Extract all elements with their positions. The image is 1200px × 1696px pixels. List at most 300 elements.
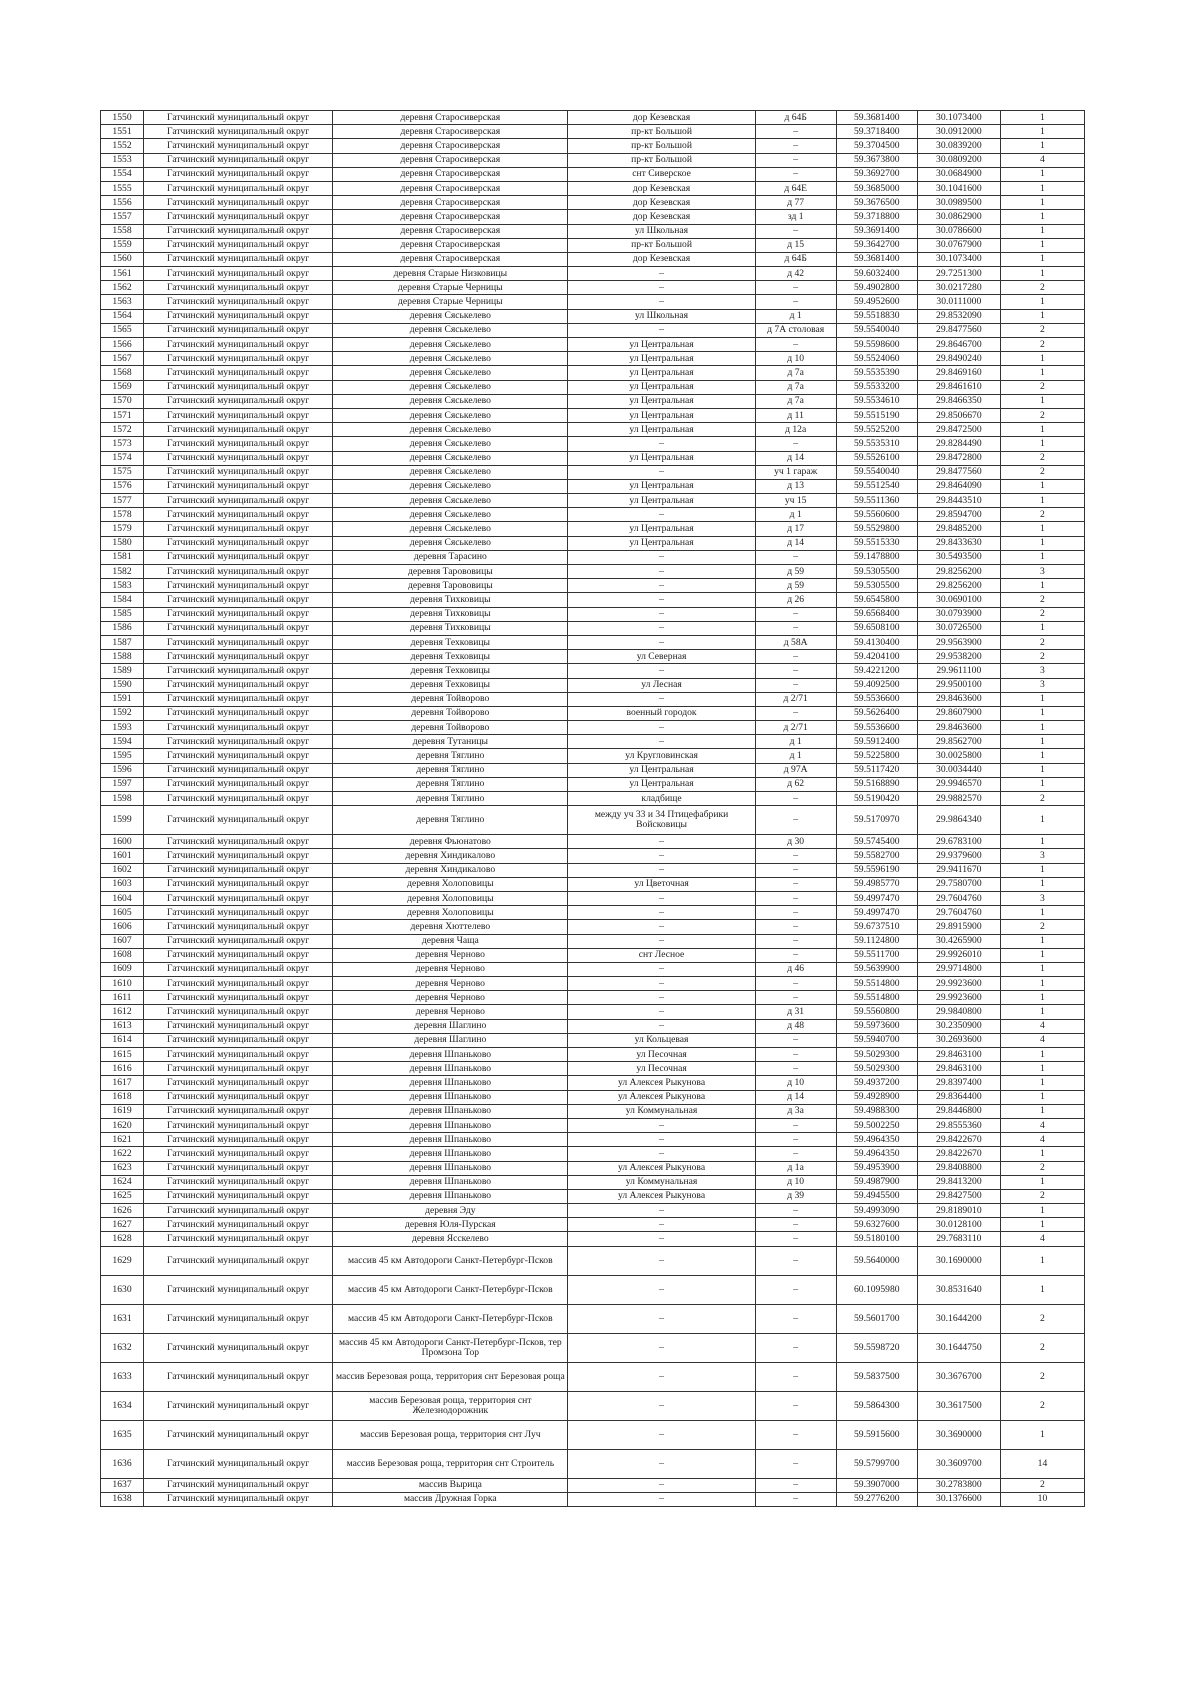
street-cell: –: [568, 721, 755, 735]
street-cell: –: [568, 863, 755, 877]
latitude-cell: 59.5168890: [836, 777, 917, 791]
district-cell: Гатчинский муниципальный округ: [144, 380, 333, 394]
district-cell: Гатчинский муниципальный округ: [144, 125, 333, 139]
district-cell: Гатчинский муниципальный округ: [144, 920, 333, 934]
longitude-cell: 29.8464090: [917, 479, 1000, 493]
row-number-cell: 1636: [101, 1449, 144, 1478]
settlement-cell: деревня Старосиверская: [333, 238, 568, 252]
house-cell: –: [755, 153, 836, 167]
latitude-cell: 59.3685000: [836, 181, 917, 195]
district-cell: Гатчинский муниципальный округ: [144, 849, 333, 863]
latitude-cell: 59.6327600: [836, 1218, 917, 1232]
longitude-cell: 30.1073400: [917, 111, 1000, 125]
longitude-cell: 30.0025800: [917, 749, 1000, 763]
settlement-cell: деревня Шпаньково: [333, 1133, 568, 1147]
longitude-cell: 30.2693600: [917, 1033, 1000, 1047]
count-cell: 1: [1000, 437, 1084, 451]
house-cell: –: [755, 806, 836, 835]
district-cell: Гатчинский муниципальный округ: [144, 692, 333, 706]
row-number-cell: 1587: [101, 635, 144, 649]
count-cell: 2: [1000, 1478, 1084, 1492]
house-cell: уч 15: [755, 494, 836, 508]
settlement-cell: деревня Старосиверская: [333, 167, 568, 181]
count-cell: 1: [1000, 1147, 1084, 1161]
settlement-cell: деревня Сяськелево: [333, 394, 568, 408]
row-number-cell: 1603: [101, 877, 144, 891]
house-cell: –: [755, 920, 836, 934]
row-number-cell: 1589: [101, 664, 144, 678]
count-cell: 4: [1000, 1033, 1084, 1047]
row-number-cell: 1575: [101, 465, 144, 479]
table-row: [101, 408, 1085, 422]
row-number-cell: 1612: [101, 1005, 144, 1019]
longitude-cell: 29.8915900: [917, 920, 1000, 934]
district-cell: Гатчинский муниципальный округ: [144, 749, 333, 763]
longitude-cell: 29.8472500: [917, 423, 1000, 437]
settlement-cell: массив Вырица: [333, 1478, 568, 1492]
settlement-cell: деревня Старосиверская: [333, 153, 568, 167]
table-row: [101, 1246, 1085, 1275]
district-cell: Гатчинский муниципальный округ: [144, 977, 333, 991]
count-cell: 1: [1000, 267, 1084, 281]
row-number-cell: 1560: [101, 252, 144, 266]
house-cell: д 46: [755, 962, 836, 976]
latitude-cell: 59.1478800: [836, 550, 917, 564]
latitude-cell: 59.4993090: [836, 1204, 917, 1218]
table-row: [101, 593, 1085, 607]
table-row: [101, 1275, 1085, 1304]
street-cell: ул Центральная: [568, 479, 755, 493]
house-cell: д 2/71: [755, 721, 836, 735]
longitude-cell: 29.8477560: [917, 465, 1000, 479]
longitude-cell: 29.8422670: [917, 1133, 1000, 1147]
latitude-cell: 59.5864300: [836, 1391, 917, 1420]
street-cell: –: [568, 1391, 755, 1420]
district-cell: Гатчинский муниципальный округ: [144, 1362, 333, 1391]
settlement-cell: деревня Тойворово: [333, 692, 568, 706]
house-cell: д 15: [755, 238, 836, 252]
latitude-cell: 59.5540040: [836, 323, 917, 337]
latitude-cell: 59.5529800: [836, 522, 917, 536]
row-number-cell: 1554: [101, 167, 144, 181]
street-cell: –: [568, 735, 755, 749]
house-cell: д 1а: [755, 1161, 836, 1175]
district-cell: Гатчинский муниципальный округ: [144, 352, 333, 366]
table-row: [101, 977, 1085, 991]
settlement-cell: деревня Сяськелево: [333, 380, 568, 394]
longitude-cell: 30.8531640: [917, 1275, 1000, 1304]
latitude-cell: 59.3692700: [836, 167, 917, 181]
street-cell: –: [568, 550, 755, 564]
table-row: [101, 1033, 1085, 1047]
table-row: [101, 635, 1085, 649]
district-cell: Гатчинский муниципальный округ: [144, 323, 333, 337]
row-number-cell: 1567: [101, 352, 144, 366]
row-number-cell: 1599: [101, 806, 144, 835]
street-cell: ул Коммунальная: [568, 1175, 755, 1189]
row-number-cell: 1552: [101, 139, 144, 153]
latitude-cell: 59.4945500: [836, 1189, 917, 1203]
latitude-cell: 59.5560800: [836, 1005, 917, 1019]
table-row: [101, 1304, 1085, 1333]
street-cell: –: [568, 267, 755, 281]
district-cell: Гатчинский муниципальный округ: [144, 877, 333, 891]
house-cell: –: [755, 295, 836, 309]
latitude-cell: 59.5180100: [836, 1232, 917, 1246]
latitude-cell: 59.4985770: [836, 877, 917, 891]
row-number-cell: 1607: [101, 934, 144, 948]
count-cell: 1: [1000, 210, 1084, 224]
count-cell: 2: [1000, 792, 1084, 806]
count-cell: 1: [1000, 1420, 1084, 1449]
district-cell: Гатчинский муниципальный округ: [144, 252, 333, 266]
table-row: [101, 692, 1085, 706]
longitude-cell: 30.1041600: [917, 181, 1000, 195]
longitude-cell: 29.8469160: [917, 366, 1000, 380]
row-number-cell: 1618: [101, 1090, 144, 1104]
settlement-cell: деревня Тяглино: [333, 777, 568, 791]
latitude-cell: 59.4964350: [836, 1147, 917, 1161]
district-cell: Гатчинский муниципальный округ: [144, 1147, 333, 1161]
table-row: [101, 877, 1085, 891]
table-row: [101, 1104, 1085, 1118]
district-cell: Гатчинский муниципальный округ: [144, 1133, 333, 1147]
count-cell: 3: [1000, 678, 1084, 692]
longitude-cell: 29.9923600: [917, 977, 1000, 991]
district-cell: Гатчинский муниципальный округ: [144, 1189, 333, 1203]
longitude-cell: 29.9379600: [917, 849, 1000, 863]
row-number-cell: 1611: [101, 991, 144, 1005]
latitude-cell: 59.3718400: [836, 125, 917, 139]
table-row: [101, 210, 1085, 224]
district-cell: Гатчинский муниципальный округ: [144, 991, 333, 1005]
street-cell: –: [568, 906, 755, 920]
longitude-cell: 30.0111000: [917, 295, 1000, 309]
house-cell: д 2/71: [755, 692, 836, 706]
row-number-cell: 1582: [101, 565, 144, 579]
house-cell: д 31: [755, 1005, 836, 1019]
longitude-cell: 29.8408800: [917, 1161, 1000, 1175]
house-cell: –: [755, 1204, 836, 1218]
latitude-cell: 59.4221200: [836, 664, 917, 678]
street-cell: –: [568, 991, 755, 1005]
district-cell: Гатчинский муниципальный округ: [144, 338, 333, 352]
settlement-cell: деревня Сяськелево: [333, 494, 568, 508]
table-row: [101, 281, 1085, 295]
table-row: [101, 1076, 1085, 1090]
longitude-cell: 29.7580700: [917, 877, 1000, 891]
settlement-cell: деревня Ясскелево: [333, 1232, 568, 1246]
district-cell: Гатчинский муниципальный округ: [144, 565, 333, 579]
settlement-cell: деревня Тойворово: [333, 706, 568, 720]
table-row: [101, 252, 1085, 266]
longitude-cell: 30.0684900: [917, 167, 1000, 181]
count-cell: 2: [1000, 1304, 1084, 1333]
latitude-cell: 59.5533200: [836, 380, 917, 394]
longitude-cell: 29.8433630: [917, 536, 1000, 550]
row-number-cell: 1620: [101, 1118, 144, 1132]
row-number-cell: 1585: [101, 607, 144, 621]
row-number-cell: 1629: [101, 1246, 144, 1275]
longitude-cell: 30.1376600: [917, 1492, 1000, 1506]
settlement-cell: деревня Сяськелево: [333, 408, 568, 422]
settlement-cell: деревня Хиндикалово: [333, 863, 568, 877]
count-cell: 2: [1000, 607, 1084, 621]
settlement-cell: деревня Сяськелево: [333, 522, 568, 536]
count-cell: 1: [1000, 835, 1084, 849]
settlement-cell: деревня Холоповицы: [333, 906, 568, 920]
street-cell: –: [568, 295, 755, 309]
district-cell: Гатчинский муниципальный округ: [144, 650, 333, 664]
longitude-cell: 30.0767900: [917, 238, 1000, 252]
street-cell: –: [568, 281, 755, 295]
row-number-cell: 1624: [101, 1175, 144, 1189]
count-cell: 2: [1000, 635, 1084, 649]
latitude-cell: 59.5518830: [836, 309, 917, 323]
settlement-cell: деревня Техковицы: [333, 664, 568, 678]
table-row: [101, 550, 1085, 564]
settlement-cell: деревня Тяглино: [333, 763, 568, 777]
settlement-cell: деревня Старосиверская: [333, 139, 568, 153]
settlement-cell: деревня Сяськелево: [333, 338, 568, 352]
settlement-cell: деревня Старосиверская: [333, 111, 568, 125]
table-row: [101, 1118, 1085, 1132]
table-row: [101, 309, 1085, 323]
row-number-cell: 1570: [101, 394, 144, 408]
street-cell: ул Центральная: [568, 423, 755, 437]
settlement-cell: деревня Шпаньково: [333, 1118, 568, 1132]
count-cell: 1: [1000, 934, 1084, 948]
row-number-cell: 1598: [101, 792, 144, 806]
street-cell: –: [568, 920, 755, 934]
latitude-cell: 59.4988300: [836, 1104, 917, 1118]
district-cell: Гатчинский муниципальный округ: [144, 1246, 333, 1275]
house-cell: д 14: [755, 1090, 836, 1104]
longitude-cell: 30.0912000: [917, 125, 1000, 139]
count-cell: 1: [1000, 238, 1084, 252]
settlement-cell: деревня Сяськелево: [333, 451, 568, 465]
street-cell: –: [568, 1304, 755, 1333]
latitude-cell: 59.5540040: [836, 465, 917, 479]
house-cell: –: [755, 1033, 836, 1047]
latitude-cell: 59.5305500: [836, 579, 917, 593]
data-table: [100, 110, 1085, 1507]
longitude-cell: 30.1690000: [917, 1246, 1000, 1275]
count-cell: 1: [1000, 252, 1084, 266]
settlement-cell: деревня Чаща: [333, 934, 568, 948]
table-row: [101, 1492, 1085, 1506]
row-number-cell: 1551: [101, 125, 144, 139]
table-row: [101, 763, 1085, 777]
settlement-cell: деревня Сяськелево: [333, 423, 568, 437]
latitude-cell: 59.5225800: [836, 749, 917, 763]
longitude-cell: 29.8555360: [917, 1118, 1000, 1132]
house-cell: –: [755, 1232, 836, 1246]
longitude-cell: 29.6783100: [917, 835, 1000, 849]
row-number-cell: 1619: [101, 1104, 144, 1118]
count-cell: 1: [1000, 139, 1084, 153]
row-number-cell: 1615: [101, 1048, 144, 1062]
row-number-cell: 1622: [101, 1147, 144, 1161]
street-cell: ул Центральная: [568, 338, 755, 352]
settlement-cell: деревня Сяськелево: [333, 479, 568, 493]
street-cell: ул Центральная: [568, 352, 755, 366]
street-cell: ул Кругловинская: [568, 749, 755, 763]
row-number-cell: 1628: [101, 1232, 144, 1246]
table-row: [101, 352, 1085, 366]
longitude-cell: 29.9923600: [917, 991, 1000, 1005]
district-cell: Гатчинский муниципальный округ: [144, 1232, 333, 1246]
latitude-cell: 59.3673800: [836, 153, 917, 167]
longitude-cell: 29.8443510: [917, 494, 1000, 508]
street-cell: ул Центральная: [568, 394, 755, 408]
row-number-cell: 1576: [101, 479, 144, 493]
longitude-cell: 29.9946570: [917, 777, 1000, 791]
settlement-cell: деревня Старые Черницы: [333, 295, 568, 309]
latitude-cell: 59.5535310: [836, 437, 917, 451]
latitude-cell: 59.3691400: [836, 224, 917, 238]
latitude-cell: 59.3907000: [836, 1478, 917, 1492]
row-number-cell: 1605: [101, 906, 144, 920]
row-number-cell: 1623: [101, 1161, 144, 1175]
latitude-cell: 59.3704500: [836, 139, 917, 153]
latitude-cell: 59.3681400: [836, 111, 917, 125]
district-cell: Гатчинский муниципальный округ: [144, 863, 333, 877]
settlement-cell: массив 45 км Автодороги Санкт-Петербург-Псков: [333, 1304, 568, 1333]
latitude-cell: 59.6032400: [836, 267, 917, 281]
street-cell: –: [568, 891, 755, 905]
district-cell: Гатчинский муниципальный округ: [144, 721, 333, 735]
row-number-cell: 1610: [101, 977, 144, 991]
latitude-cell: 60.1095980: [836, 1275, 917, 1304]
street-cell: между уч 33 и 34 Птицефабрики Войсковицы: [568, 806, 755, 835]
table-row: [101, 139, 1085, 153]
count-cell: 1: [1000, 863, 1084, 877]
count-cell: 2: [1000, 1362, 1084, 1391]
count-cell: 1: [1000, 224, 1084, 238]
row-number-cell: 1597: [101, 777, 144, 791]
street-cell: –: [568, 1133, 755, 1147]
settlement-cell: деревня Техковицы: [333, 678, 568, 692]
row-number-cell: 1608: [101, 948, 144, 962]
table-row: [101, 706, 1085, 720]
row-number-cell: 1626: [101, 1204, 144, 1218]
latitude-cell: 59.5940700: [836, 1033, 917, 1047]
row-number-cell: 1572: [101, 423, 144, 437]
street-cell: ул Северная: [568, 650, 755, 664]
settlement-cell: деревня Черново: [333, 991, 568, 1005]
table-row: [101, 1449, 1085, 1478]
table-row: [101, 991, 1085, 1005]
house-cell: –: [755, 1246, 836, 1275]
row-number-cell: 1562: [101, 281, 144, 295]
table-row: [101, 125, 1085, 139]
table-row: [101, 366, 1085, 380]
district-cell: Гатчинский муниципальный округ: [144, 1104, 333, 1118]
street-cell: ул Центральная: [568, 408, 755, 422]
house-cell: –: [755, 437, 836, 451]
table-row: [101, 1062, 1085, 1076]
table-row: [101, 1175, 1085, 1189]
count-cell: 1: [1000, 1076, 1084, 1090]
longitude-cell: 29.8463100: [917, 1062, 1000, 1076]
settlement-cell: деревня Сяськелево: [333, 437, 568, 451]
count-cell: 3: [1000, 664, 1084, 678]
table-row: [101, 1333, 1085, 1362]
longitude-cell: 30.0128100: [917, 1218, 1000, 1232]
settlement-cell: деревня Тихковицы: [333, 621, 568, 635]
settlement-cell: деревня Хюттелево: [333, 920, 568, 934]
house-cell: д 1: [755, 508, 836, 522]
table-row: [101, 1218, 1085, 1232]
house-cell: д 48: [755, 1019, 836, 1033]
latitude-cell: 59.5117420: [836, 763, 917, 777]
house-cell: д 64Е: [755, 181, 836, 195]
house-cell: д 13: [755, 479, 836, 493]
street-cell: –: [568, 962, 755, 976]
longitude-cell: 30.3676700: [917, 1362, 1000, 1391]
settlement-cell: деревня Тихковицы: [333, 607, 568, 621]
street-cell: –: [568, 1204, 755, 1218]
house-cell: –: [755, 621, 836, 635]
longitude-cell: 29.9840800: [917, 1005, 1000, 1019]
table-row: [101, 267, 1085, 281]
street-cell: пр-кт Большой: [568, 125, 755, 139]
row-number-cell: 1634: [101, 1391, 144, 1420]
house-cell: д 7А столовая: [755, 323, 836, 337]
district-cell: Гатчинский муниципальный округ: [144, 1062, 333, 1076]
latitude-cell: 59.4937200: [836, 1076, 917, 1090]
settlement-cell: деревня Шаглино: [333, 1019, 568, 1033]
house-cell: –: [755, 1048, 836, 1062]
settlement-cell: деревня Шпаньково: [333, 1090, 568, 1104]
latitude-cell: 59.5915600: [836, 1420, 917, 1449]
street-cell: дор Кезевская: [568, 210, 755, 224]
house-cell: –: [755, 607, 836, 621]
house-cell: д 12а: [755, 423, 836, 437]
count-cell: 1: [1000, 1246, 1084, 1275]
row-number-cell: 1558: [101, 224, 144, 238]
street-cell: –: [568, 1420, 755, 1449]
latitude-cell: 59.4953900: [836, 1161, 917, 1175]
street-cell: пр-кт Большой: [568, 238, 755, 252]
row-number-cell: 1569: [101, 380, 144, 394]
table-row: [101, 437, 1085, 451]
count-cell: 4: [1000, 153, 1084, 167]
street-cell: ул Центральная: [568, 366, 755, 380]
house-cell: –: [755, 1147, 836, 1161]
row-number-cell: 1573: [101, 437, 144, 451]
settlement-cell: деревня Шпаньково: [333, 1062, 568, 1076]
district-cell: Гатчинский муниципальный округ: [144, 522, 333, 536]
district-cell: Гатчинский муниципальный округ: [144, 139, 333, 153]
latitude-cell: 59.5912400: [836, 735, 917, 749]
street-cell: –: [568, 849, 755, 863]
table-row: [101, 920, 1085, 934]
count-cell: 2: [1000, 1189, 1084, 1203]
row-number-cell: 1606: [101, 920, 144, 934]
count-cell: 1: [1000, 692, 1084, 706]
table-row: [101, 849, 1085, 863]
street-cell: ул Кольцевая: [568, 1033, 755, 1047]
street-cell: –: [568, 1246, 755, 1275]
longitude-cell: 29.8506670: [917, 408, 1000, 422]
count-cell: 1: [1000, 579, 1084, 593]
house-cell: д 7а: [755, 380, 836, 394]
house-cell: –: [755, 1420, 836, 1449]
latitude-cell: 59.5534610: [836, 394, 917, 408]
settlement-cell: деревня Тутаницы: [333, 735, 568, 749]
